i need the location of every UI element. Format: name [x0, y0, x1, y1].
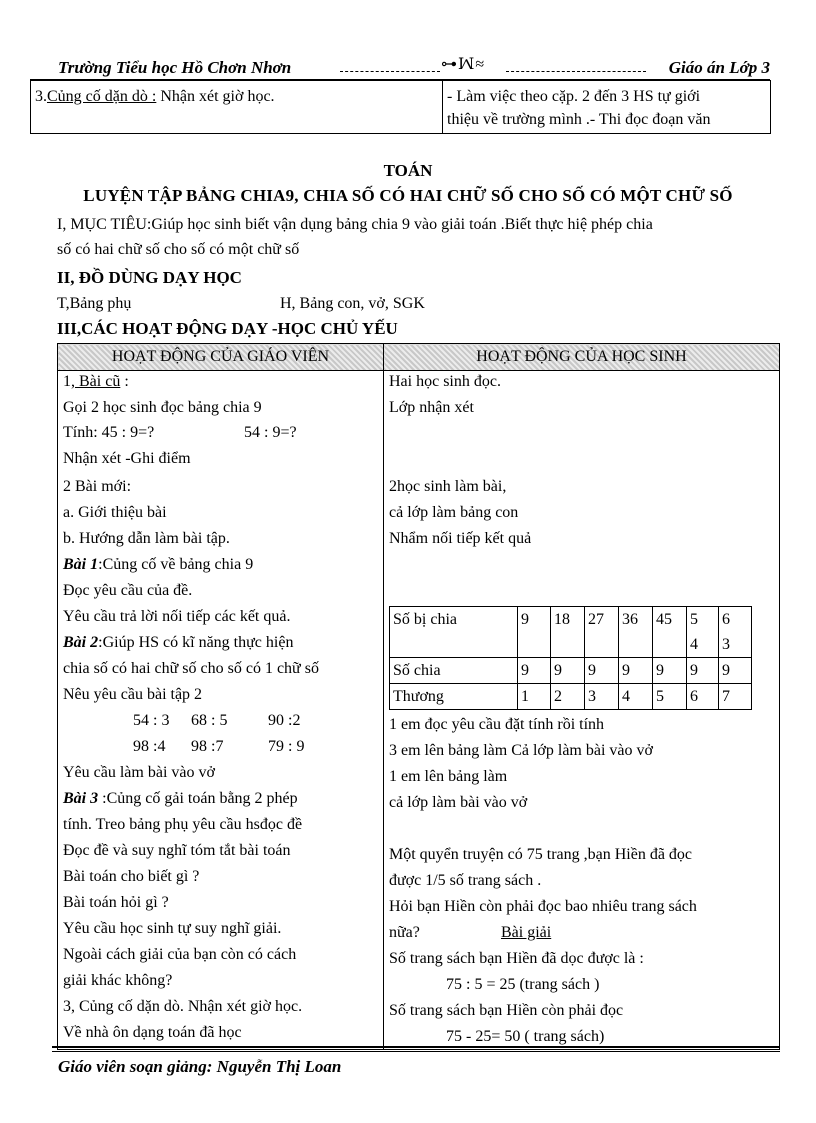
teacher-line: Đọc yêu cầu của đề. [63, 582, 193, 599]
student-line: nữa? [389, 924, 420, 941]
student-line: 1 em lên bảng làm [389, 768, 508, 785]
student-line: Hỏi bạn Hiền còn phải đọc bao nhiêu trang sách [389, 898, 697, 915]
student-line: 3 em lên bảng làm Cả lớp làm bài vào vở [389, 742, 653, 759]
teacher-signature: Giáo viên soạn giảng: Nguyễn Thị Loan [58, 1057, 342, 1076]
dividend-row: Số bị chia 9 18 27 36 45 5 4 6 3 [390, 607, 752, 658]
teacher-line: Yêu cầu trả lời nối tiếp các kết quả. [63, 608, 291, 625]
teacher-line: Bài 3 :Củng cố gải toán bằng 2 phép [63, 790, 298, 807]
materials-heading: II, ĐỒ DÙNG DẠY HỌC [57, 268, 242, 287]
teacher-line: 98 :4 [133, 738, 166, 755]
student-line: 75 : 5 = 25 (trang sách ) [446, 976, 600, 993]
teacher-line: Tính: 45 : 9=? [63, 424, 155, 441]
teacher-line: 2 Bài mới: [63, 478, 132, 495]
previous-teacher-cell: 3.Củng cố dặn dò : Nhận xét giờ học. [31, 81, 443, 134]
teacher-line: Bài 2:Giúp HS có kĩ năng thực hiện [63, 634, 294, 651]
materials-teacher: T,Bảng phụ [57, 295, 132, 312]
student-line: được 1/5 số trang sách . [389, 872, 542, 889]
teacher-line: 68 : 5 [191, 712, 228, 729]
teacher-line: Nêu yêu cầu bài tập 2 [63, 686, 203, 703]
teacher-line: Bài 1:Củng cố về bảng chia 9 [63, 556, 254, 573]
teacher-column [58, 371, 384, 1050]
solution-label: Bài giải [501, 924, 552, 941]
wrapup-label: Củng cố dặn dò : [47, 88, 157, 105]
activities-table [57, 343, 780, 1050]
teacher-line: 79 : 9 [268, 738, 305, 755]
student-line: Số trang sách bạn Hiền đã dọc được là : [389, 950, 644, 967]
activities-heading: III,CÁC HOẠT ĐỘNG DẠY -HỌC CHỦ YẾU [57, 319, 398, 338]
student-line: Hai học sinh đọc. [389, 373, 501, 390]
student-line: Một quyển truyện có 75 trang ,bạn Hiền đã đọc [389, 846, 693, 863]
lesson-title: LUYỆN TẬP BẢNG CHIA9, CHIA SỐ CÓ HAI CHỮ SỐ CHO SỐ CÓ MỘT CHỮ SỐ [83, 186, 733, 205]
previous-student-cell: - Làm việc theo cặp. 2 đến 3 HS tự giới thiệu về trường mình .- Thi đọc đoạn văn [443, 81, 771, 134]
quotient-row: Thương 1 2 3 4 5 6 7 [390, 684, 752, 710]
teacher-line: Đọc đề và suy nghĩ tóm tắt bài toán [63, 842, 291, 859]
teacher-line: Ngoài cách giải của bạn còn có cách [63, 946, 297, 963]
student-line: cả lớp làm bảng con [389, 504, 519, 521]
book-ornament-icon: ⊶ꟽ≈ [441, 56, 486, 73]
teacher-line: 98 :7 [191, 738, 224, 755]
teacher-line: Về nhà ôn dạng toán đã học [63, 1024, 242, 1041]
teacher-line: Nhận xét -Ghi điểm [63, 450, 191, 467]
school-name: Trường Tiểu học Hồ Chơn Nhơn [58, 58, 292, 77]
teacher-column-header: HOẠT ĐỘNG CỦA GIÁO VIÊN [58, 344, 384, 371]
objective-line-2: số có hai chữ số cho số có một chữ số [57, 241, 300, 258]
student-line: 1 em đọc yêu cầu đặt tính rồi tính [389, 716, 605, 733]
teacher-line: 1, Bài cũ : [63, 373, 129, 390]
teacher-line: 3, Củng cố dặn dò. Nhận xét giờ học. [63, 998, 303, 1015]
student-line: 2học sinh làm bài, [389, 478, 507, 495]
student-line: cả lớp làm bài vào vở [389, 794, 528, 811]
teacher-line: giải khác không? [63, 972, 173, 989]
lesson-class: Giáo án Lớp 3 [668, 58, 770, 77]
materials-student: H, Bảng con, vở, SGK [280, 295, 425, 312]
subject-title: TOÁN [383, 161, 433, 180]
student-line: Nhẩm nối tiếp kết quả [389, 530, 532, 547]
page-header [58, 58, 770, 80]
teacher-line: Bài toán hỏi gì ? [63, 894, 169, 911]
header-dash-left [340, 71, 440, 72]
teacher-line: b. Hướng dẫn làm bài tập. [63, 530, 230, 547]
division-table [389, 606, 752, 710]
footer-rule-thick [52, 1046, 780, 1048]
footer-rule-thin [52, 1051, 780, 1052]
teacher-line: a. Giới thiệu bài [63, 504, 167, 521]
teacher-line: 54 : 9=? [244, 424, 297, 441]
previous-lesson-table [30, 80, 771, 134]
student-line: Số trang sách bạn Hiền còn phải đọc [389, 1002, 624, 1019]
teacher-line: chia số có hai chữ số cho số có 1 chữ số [63, 660, 319, 677]
divisor-row: Số chia 9 9 9 9 9 9 9 [390, 658, 752, 684]
teacher-line: Yêu cầu làm bài vào vở [63, 764, 215, 781]
student-column [384, 371, 780, 1050]
teacher-line: Gọi 2 học sinh đọc bảng chia 9 [63, 399, 262, 416]
teacher-line: Yêu cầu học sinh tự suy nghĩ giải. [63, 920, 282, 937]
student-line: 75 - 25= 50 ( trang sách) [446, 1028, 605, 1045]
objective-line-1: I, MỤC TIÊU:Giúp học sinh biết vận dụng bảng chia 9 vào giải toán .Biết thực hiệ phép chia [57, 216, 653, 233]
teacher-line: 90 :2 [268, 712, 301, 729]
teacher-line: 54 : 3 [133, 712, 170, 729]
teacher-line: Bài toán cho biết gì ? [63, 868, 200, 885]
student-column-header: HOẠT ĐỘNG CỦA HỌC SINH [384, 344, 780, 371]
student-line: Lớp nhận xét [389, 399, 474, 416]
header-dash-right [506, 71, 646, 72]
teacher-line: tính. Treo bảng phụ yêu cầu hsđọc đề [63, 816, 303, 833]
